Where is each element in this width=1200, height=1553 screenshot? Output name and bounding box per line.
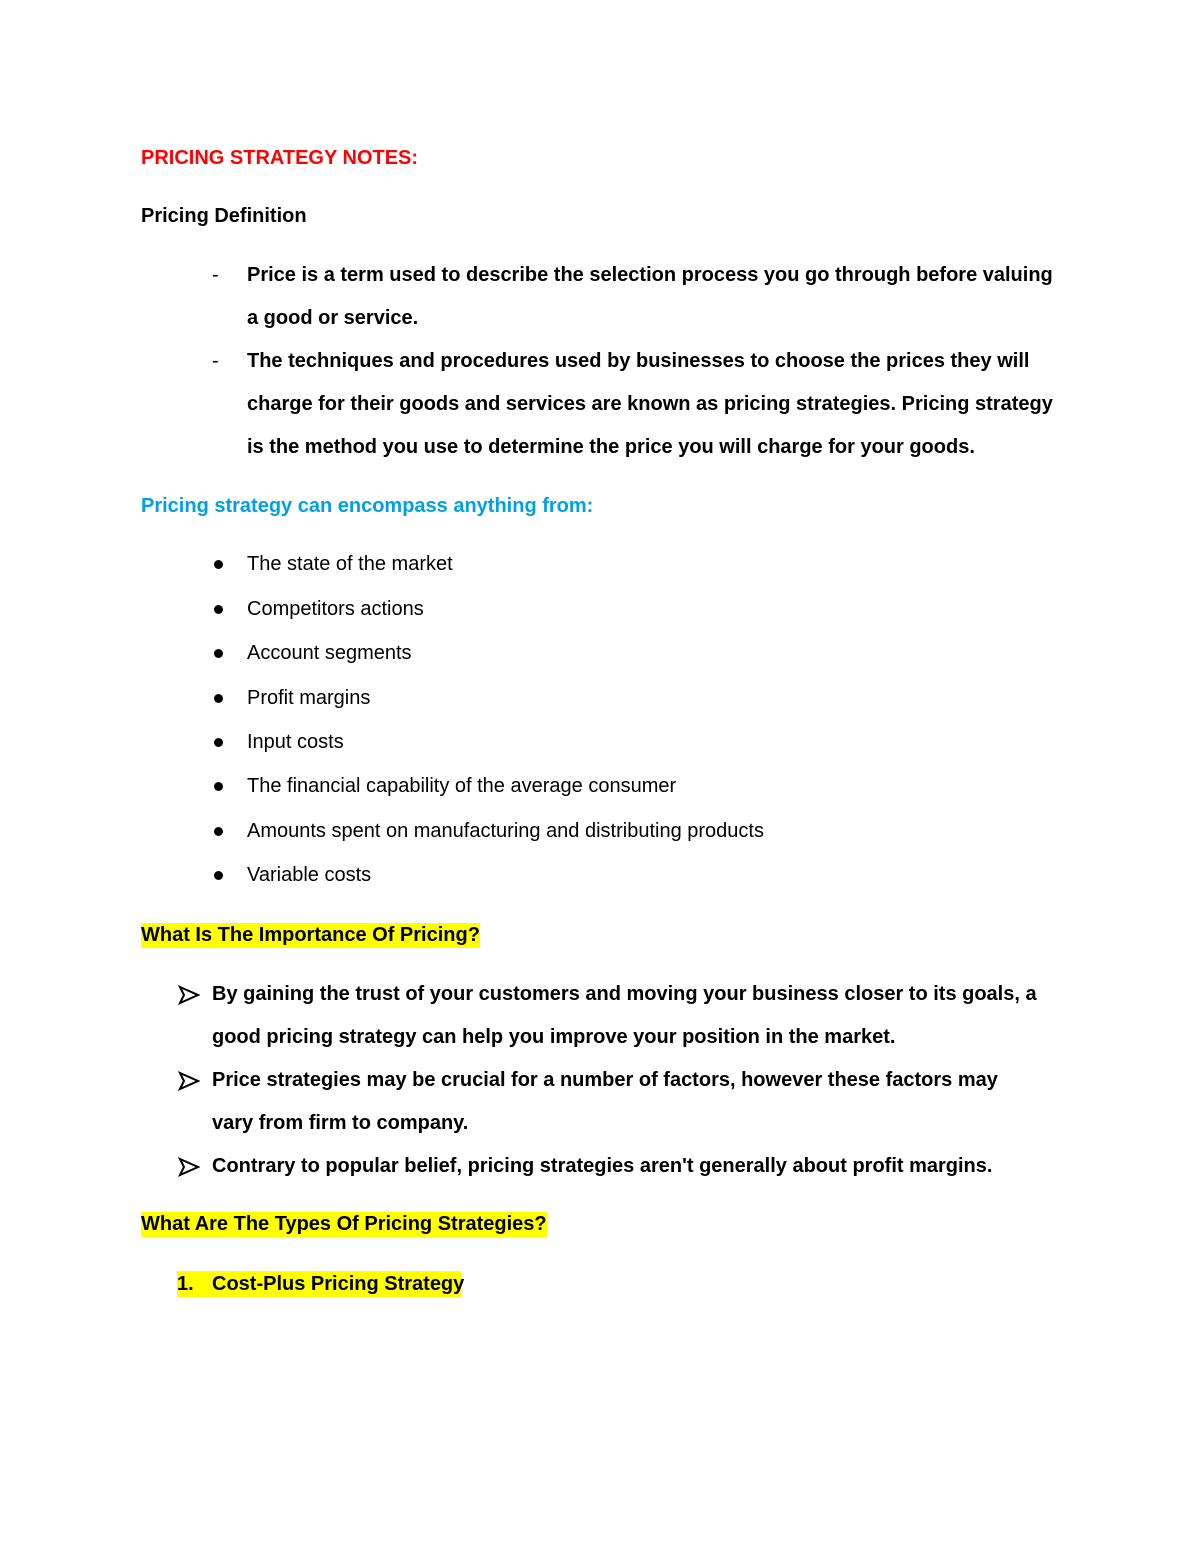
- importance-heading: [141, 922, 480, 948]
- importance-item-2-line-1: Price strategies may be crucial for a number of factors, however these factors may: [212, 1069, 998, 1091]
- definition-item-2-line-3: is the method you use to determine the price you will charge for your goods.: [247, 436, 975, 458]
- encompass-item: Input costs: [247, 731, 344, 753]
- definition-item-1-line-2: a good or service.: [247, 307, 419, 329]
- encompass-item: Account segments: [247, 642, 412, 664]
- bullet-icon: [214, 871, 223, 880]
- encompass-item: The financial capability of the average consumer: [247, 775, 677, 797]
- bullet-icon: [214, 649, 223, 658]
- encompass-item: The state of the market: [247, 553, 453, 575]
- arrowhead-icon: [178, 1156, 200, 1178]
- types-heading: [141, 1211, 547, 1237]
- definition-heading: Pricing Definition: [141, 205, 307, 227]
- dash-marker: -: [212, 350, 219, 372]
- types-heading-text: What Are The Types Of Pricing Strategies?: [141, 1213, 547, 1235]
- importance-heading-text: What Is The Importance Of Pricing?: [141, 924, 480, 946]
- types-item-number: 1.: [177, 1273, 194, 1295]
- bullet-icon: [214, 827, 223, 836]
- importance-item-1-line-2: good pricing strategy can help you improve your position in the market.: [212, 1026, 896, 1048]
- encompass-item: Competitors actions: [247, 598, 424, 620]
- definition-item-2-line-1: The techniques and procedures used by businesses to choose the prices they will: [247, 350, 1030, 372]
- definition-item-2-line-2: charge for their goods and services are known as pricing strategies. Pricing strategy: [247, 393, 1053, 415]
- importance-item-1-line-1: By gaining the trust of your customers and moving your business closer to its goals, a: [212, 983, 1037, 1005]
- encompass-item: Variable costs: [247, 864, 372, 886]
- arrowhead-icon: [178, 984, 200, 1006]
- arrowhead-icon: [178, 1070, 200, 1092]
- bullet-icon: [214, 560, 223, 569]
- types-item-label: Cost-Plus Pricing Strategy: [212, 1273, 465, 1295]
- importance-item-3-line-1: Contrary to popular belief, pricing strategies aren't generally about profit margins.: [212, 1155, 993, 1177]
- encompass-item: Profit margins: [247, 687, 371, 709]
- definition-item-1-line-1: Price is a term used to describe the selection process you go through before valuing: [247, 264, 1053, 286]
- bullet-icon: [214, 782, 223, 791]
- bullet-icon: [214, 694, 223, 703]
- bullet-icon: [214, 738, 223, 747]
- dash-marker: -: [212, 264, 219, 286]
- importance-item-2-line-2: vary from firm to company.: [212, 1112, 469, 1134]
- encompass-heading: Pricing strategy can encompass anything from:: [141, 495, 594, 517]
- document-title: PRICING STRATEGY NOTES:: [141, 147, 419, 169]
- bullet-icon: [214, 605, 223, 614]
- encompass-item: Amounts spent on manufacturing and distributing products: [247, 820, 764, 842]
